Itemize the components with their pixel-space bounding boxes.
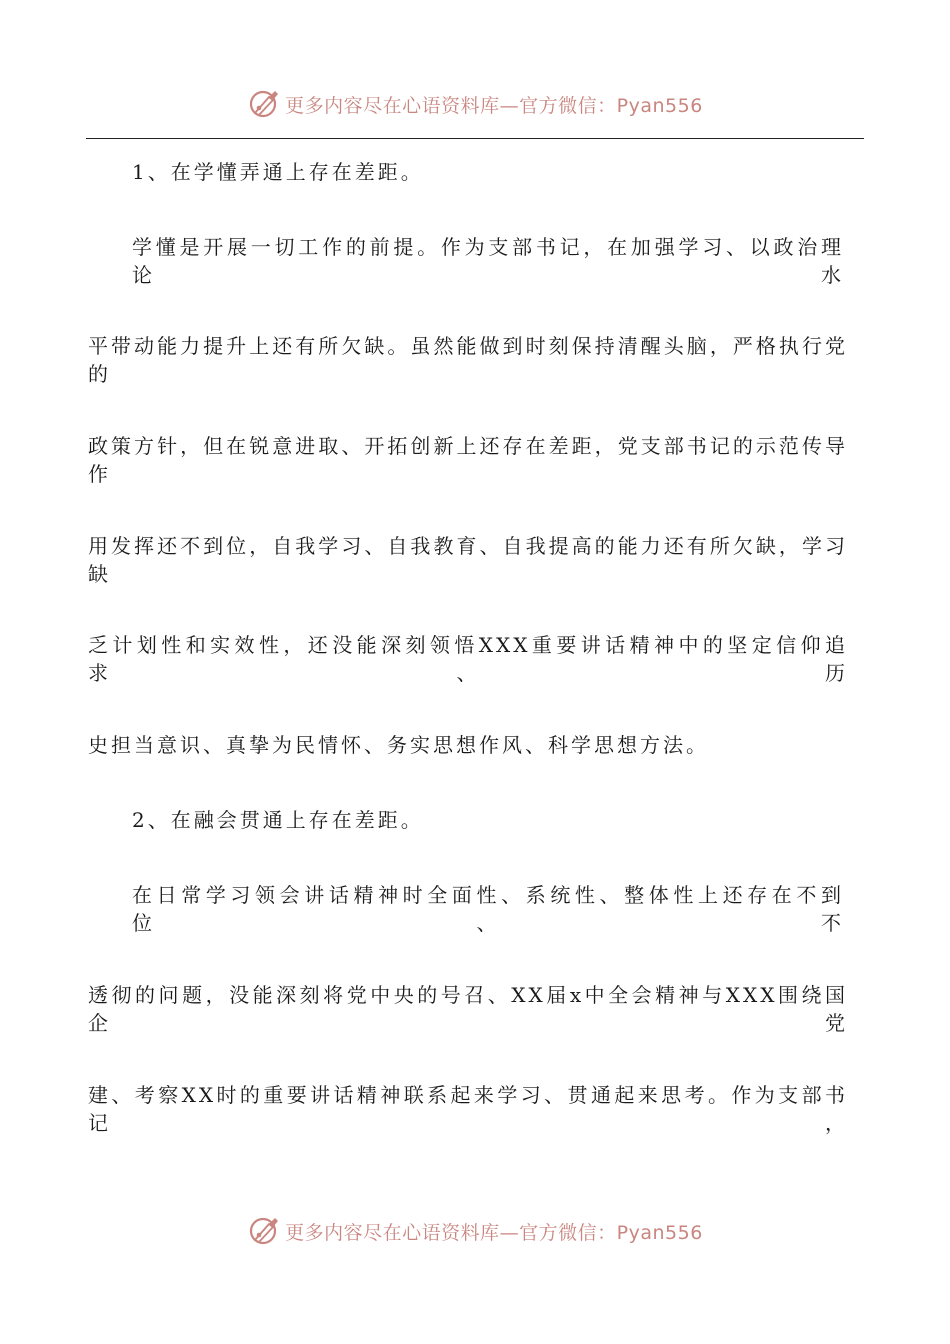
header-text: 更多内容尽在心语资料库—官方微信：Pyan556 bbox=[285, 94, 703, 117]
paragraph-line: 史担当意识、真挚为民情怀、务实思想作风、科学思想方法。 bbox=[88, 733, 709, 757]
pen-logo-icon bbox=[247, 87, 281, 121]
paragraph-line: 学懂是开展一切工作的前提。作为支部书记，在加强学习、以政治理论水 bbox=[132, 235, 844, 287]
section-heading-2: 2、在融会贯通上存在差距。 bbox=[132, 808, 424, 832]
paragraph-line: 政策方针，但在锐意进取、开拓创新上还存在差距，党支部书记的示范传导作 bbox=[88, 434, 848, 486]
footer-wechat-id: Pyan556 bbox=[616, 1221, 703, 1244]
paragraph-line: 乏计划性和实效性，还没能深刻领悟XXX重要讲话精神中的坚定信仰追求、历 bbox=[88, 633, 848, 685]
section-heading-1: 1、在学懂弄通上存在差距。 bbox=[132, 160, 424, 184]
header-divider bbox=[86, 138, 864, 139]
header-banner bbox=[0, 84, 950, 124]
paragraph-line: 透彻的问题，没能深刻将党中央的号召、XX届x中全会精神与XXX围绕国企党 bbox=[88, 983, 848, 1035]
paragraph-line: 在日常学习领会讲话精神时全面性、系统性、整体性上还存在不到位、不 bbox=[132, 883, 844, 935]
header-wechat-id: Pyan556 bbox=[616, 94, 703, 117]
paragraph-line: 建、考察XX时的重要讲话精神联系起来学习、贯通起来思考。作为支部书记， bbox=[88, 1083, 848, 1135]
paragraph-line: 平带动能力提升上还有所欠缺。虽然能做到时刻保持清醒头脑，严格执行党的 bbox=[88, 334, 848, 386]
footer-text: 更多内容尽在心语资料库—官方微信：Pyan556 bbox=[285, 1221, 703, 1244]
pen-logo-icon bbox=[247, 1214, 281, 1248]
paragraph-line: 用发挥还不到位，自我学习、自我教育、自我提高的能力还有所欠缺，学习缺 bbox=[88, 534, 848, 586]
footer-banner bbox=[0, 1211, 950, 1251]
